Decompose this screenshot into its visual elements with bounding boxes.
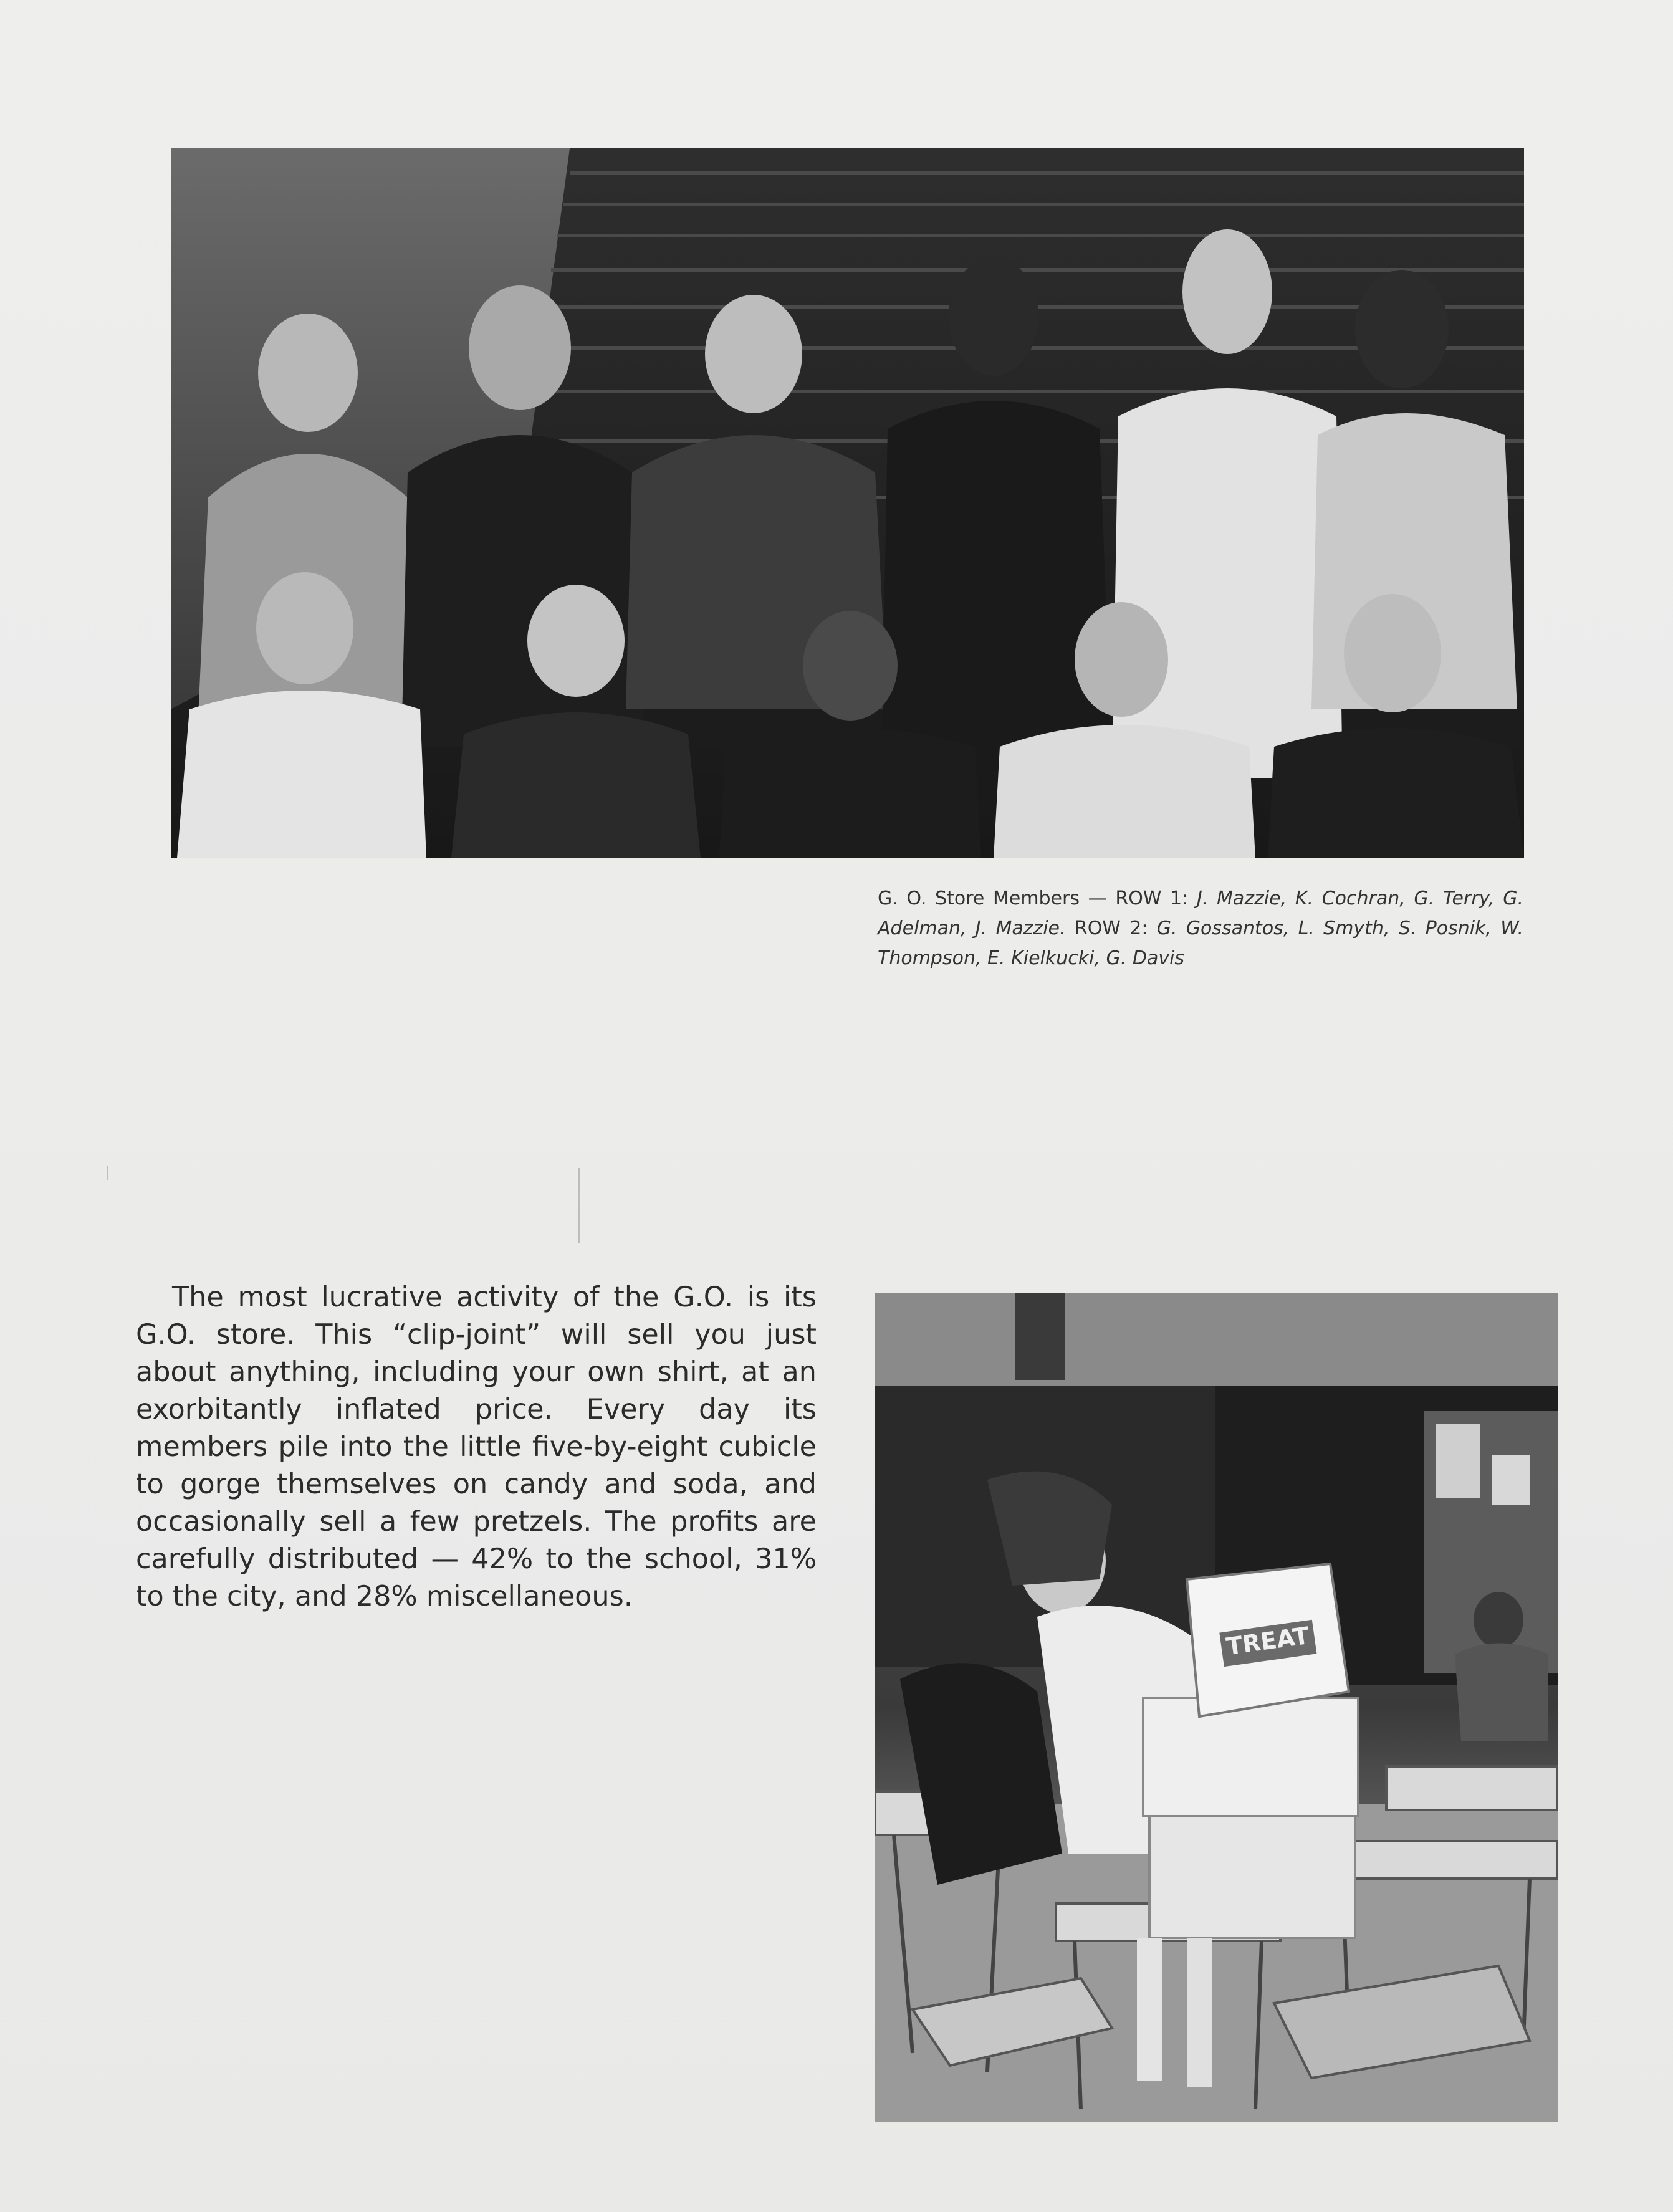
store-photo-illustration: [875, 1293, 1558, 2122]
caption-row2-names: G. Gossantos, L. Smyth, S. Posnik, W. Thompson, E. Kielkucki, G. Davis: [878, 917, 1523, 969]
caption-row2-label: ROW 2:: [1065, 917, 1157, 939]
caption-row1-names: J. Mazzie, K. Cochran, G. Terry, G. Adelman, J. Mazzie.: [878, 888, 1524, 939]
article-paragraph: The most lucrative activity of the G.O. is its G.O. store. This “clip-joint” will sell you just about anything, including your own shirt, at an exorbitantly inflated price. Every day its members pile into the little five-by-eight cubicle to gorge themselves on candy and soda, and occasionally sell a few pretzels. The profits are carefully distributed — 42% to the school, 31% to the city, and 28% miscellaneous.: [136, 1281, 817, 1612]
margin-mark: [578, 1168, 580, 1243]
group-photo-illustration: [171, 148, 1524, 858]
photo-caption: [878, 884, 1523, 974]
group-photo: [171, 148, 1524, 858]
store-photo: [875, 1293, 1558, 2122]
margin-mark-2: [107, 1166, 108, 1180]
treat-box-label: TREAT: [1224, 1621, 1311, 1661]
caption-lead: G. O. Store Members — ROW 1:: [878, 888, 1197, 909]
